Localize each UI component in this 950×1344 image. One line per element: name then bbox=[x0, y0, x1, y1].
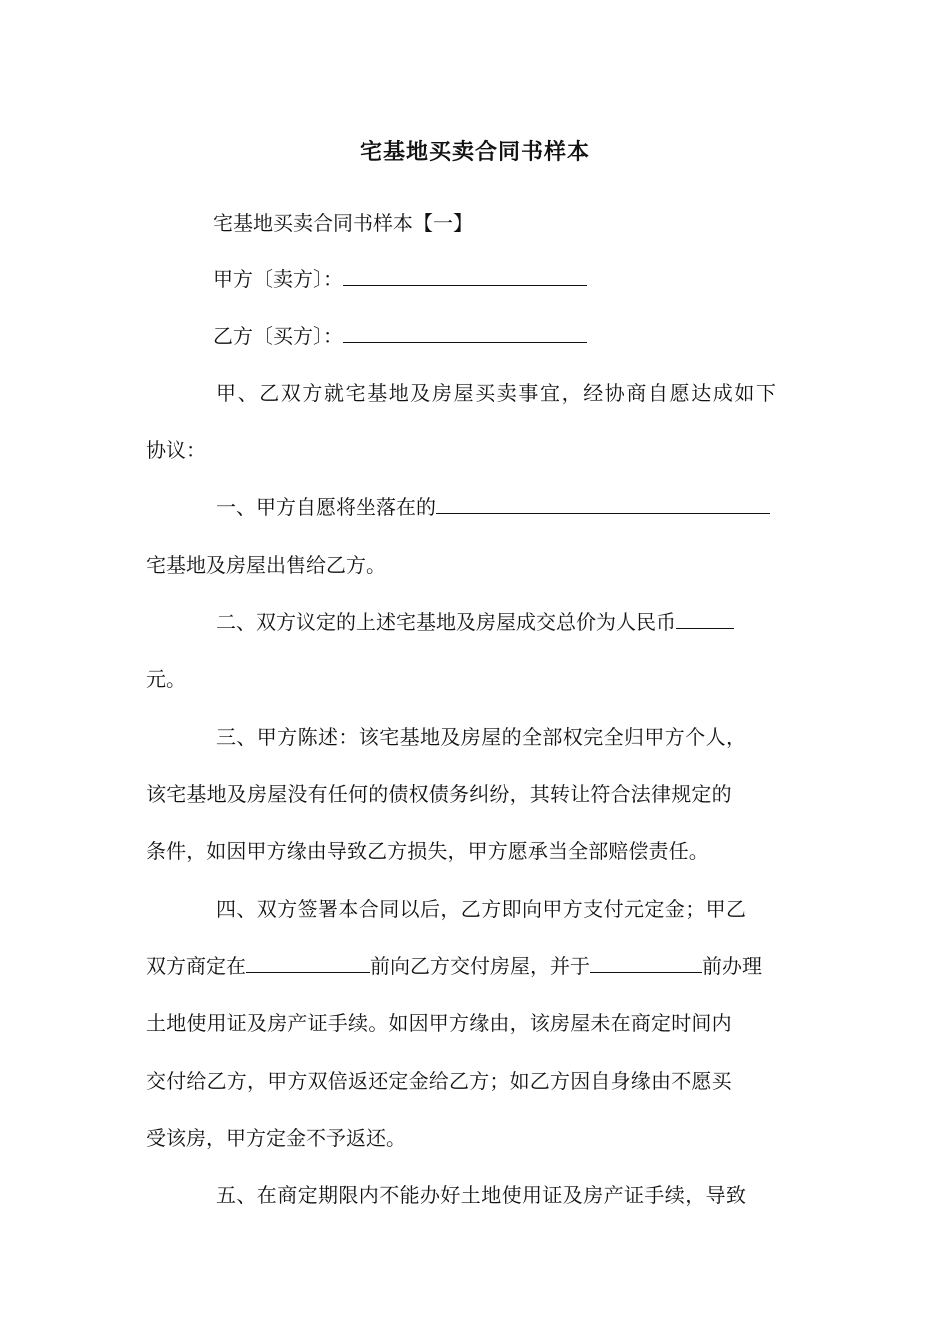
party-b-line bbox=[213, 319, 587, 353]
clause-1-text: 一、甲方自愿将坐落在的 bbox=[216, 495, 436, 519]
clause-3-line-3: 条件，如因甲方缘由导致乙方损失，甲方愿承当全部赔偿责任。 bbox=[146, 839, 709, 863]
party-a-label: 甲方〔卖方〕： bbox=[213, 267, 343, 291]
clause-1-line-1 bbox=[216, 490, 770, 524]
clause-2-text: 二、双方议定的上述宅基地及房屋成交总价为人民币 bbox=[216, 610, 676, 634]
clause-4-line-3: 土地使用证及房产证手续。如因甲方缘由，该房屋未在商定时间内 bbox=[146, 1011, 732, 1035]
clause-5-line-1: 五、在商定期限内不能办好土地使用证及房产证手续，导致 bbox=[216, 1183, 747, 1207]
clause-2-line-1 bbox=[216, 605, 734, 639]
clause-2-line-2: 元。 bbox=[146, 667, 186, 691]
clause-4-line-1: 四、双方签署本合同以后，乙方即向甲方支付元定金；甲乙 bbox=[216, 897, 747, 921]
clause-3-line-1: 三、甲方陈述：该宅基地及房屋的全部权完全归甲方个人， bbox=[216, 725, 747, 749]
clause-4-text-b: 前向乙方交付房屋，并于 bbox=[370, 954, 590, 978]
clause-4-delivery-date-blank bbox=[246, 950, 370, 973]
clause-4-text-a: 双方商定在 bbox=[146, 954, 246, 978]
clause-4-text-c: 前办理 bbox=[702, 954, 762, 978]
clause-1-location-blank bbox=[436, 491, 770, 514]
clause-4-line-2 bbox=[146, 949, 762, 983]
party-b-label: 乙方〔买方〕： bbox=[213, 324, 343, 348]
document-title: 宅基地买卖合同书样本 bbox=[359, 139, 590, 165]
clause-2-price-blank bbox=[676, 606, 734, 629]
clause-4-line-5: 受该房，甲方定金不予返还。 bbox=[146, 1126, 406, 1150]
subtitle: 宅基地买卖合同书样本【一】 bbox=[213, 211, 473, 235]
clause-4-certificate-date-blank bbox=[590, 950, 702, 973]
party-b-blank bbox=[343, 320, 587, 343]
clause-3-line-2: 该宅基地及房屋没有任何的债权债务纠纷，其转让符合法律规定的 bbox=[146, 782, 732, 806]
intro-line-1: 甲、乙双方就宅基地及房屋买卖事宜，经协商自愿达成如下 bbox=[216, 381, 778, 405]
intro-line-2: 协议： bbox=[146, 438, 206, 462]
clause-1-line-2: 宅基地及房屋出售给乙方。 bbox=[146, 553, 386, 577]
party-a-line bbox=[213, 262, 587, 296]
party-a-blank bbox=[343, 263, 587, 286]
clause-4-line-4: 交付给乙方，甲方双倍返还定金给乙方；如乙方因自身缘由不愿买 bbox=[146, 1069, 732, 1093]
